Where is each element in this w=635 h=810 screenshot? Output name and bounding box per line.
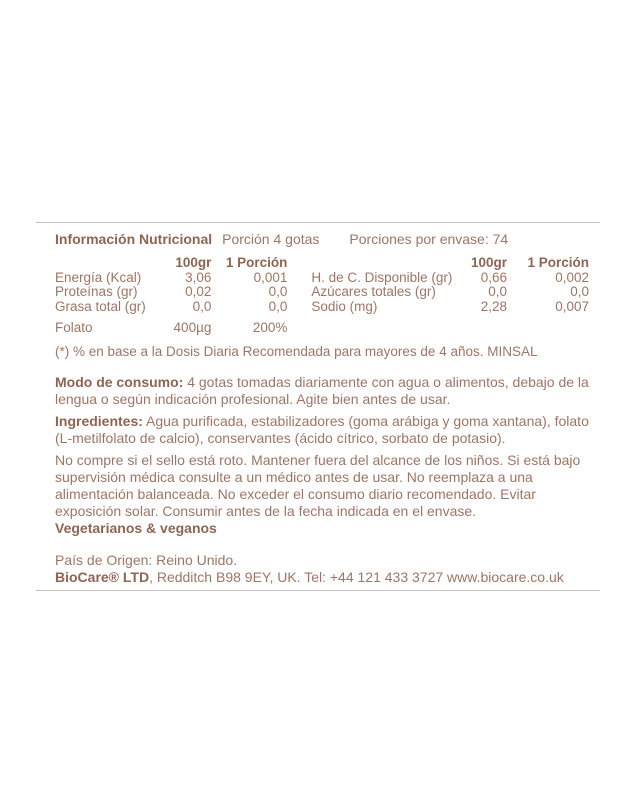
table-row <box>311 271 589 286</box>
row-label: Sodio (mg) <box>311 298 378 314</box>
row-value-100g: 0,02 <box>185 284 212 299</box>
usage-label: Modo de consumo: <box>55 373 184 390</box>
table-row <box>55 285 287 300</box>
origin-block <box>55 552 589 586</box>
row-value-100g: 0,66 <box>480 269 507 285</box>
row-value-portion: 0,0 <box>268 298 288 314</box>
divider-top <box>36 222 600 223</box>
row-label: Azúcares totales (gr) <box>311 284 436 299</box>
nutrition-title: Información Nutricional <box>55 231 213 247</box>
row-value-100g: 400µg <box>173 320 212 335</box>
row-value-100g: 3,06 <box>185 269 212 285</box>
row-value-100g: 2,28 <box>480 298 507 314</box>
manufacturer-name: BioCare® LTD <box>55 568 150 585</box>
table-row <box>311 300 589 315</box>
row-label: Energía (Kcal) <box>55 269 142 285</box>
ingredients-label: Ingredientes: <box>55 412 143 429</box>
table-row <box>55 271 287 286</box>
table-header-row <box>55 256 287 271</box>
warnings-paragraph <box>55 452 589 537</box>
usage-text: 4 gotas tomadas diariamente con agua o alimentos, debajo de la lengua o según indicación profesional. Agite bien antes de usar. <box>55 373 589 407</box>
portion-size: Porción 4 gotas <box>222 231 320 247</box>
nutrition-table-left <box>55 256 287 336</box>
col-header-portion: 1 Porción <box>527 255 589 270</box>
row-label: Proteínas (gr) <box>55 284 138 299</box>
warnings-text: No compre si el sello está roto. Mantener fuera del alcance de los niños. Si está bajo supervisión médica consulte a un médico antes de usar. No reemplaza a una alimentación balanceada. No exceder el consumo diario recomendado. Evitar exposición solar. Consumir antes de la fecha indicada en el envase. <box>55 451 581 519</box>
origin-line: País de Origen: Reino Unido. <box>55 551 238 568</box>
table-header-row <box>311 256 589 271</box>
manufacturer-address: , Redditch B98 9EY, UK. Tel: +44 121 433 3727 www.biocare.co.uk <box>149 568 564 585</box>
portions-per-container: Porciones por envase: 74 <box>349 231 509 247</box>
row-label: Grasa total (gr) <box>55 298 146 314</box>
row-value-portion: 0,001 <box>253 269 288 285</box>
table-row-folate <box>55 321 287 336</box>
col-header-portion: 1 Porción <box>225 255 288 270</box>
table-row <box>55 300 287 315</box>
nutrition-header <box>55 231 589 248</box>
row-label: H. de C. Disponible (gr) <box>311 269 453 285</box>
row-value-100g: 0,0 <box>488 284 507 299</box>
row-value-portion: 0,0 <box>570 284 589 299</box>
ingredients-paragraph <box>55 413 589 447</box>
nutrition-tables <box>55 256 589 336</box>
row-value-portion: 0,007 <box>555 298 589 314</box>
row-value-portion: 200% <box>252 320 288 335</box>
nutrition-table-right <box>311 256 589 336</box>
row-value-portion: 0,002 <box>555 269 589 285</box>
usage-paragraph <box>55 374 589 408</box>
row-value-portion: 0,0 <box>268 284 288 299</box>
ingredients-text: Agua purificada, estabilizadores (goma arábiga y goma xantana), folato (L-metilfolato de calcio), conservantes (ácido cítrico, sorbato de potasio). <box>55 412 589 446</box>
col-header-100g: 100gr <box>470 255 507 270</box>
row-label: Folato <box>55 320 93 335</box>
divider-bottom <box>36 590 600 591</box>
dietary-note: Vegetarianos & veganos <box>55 519 217 536</box>
col-header-100g: 100gr <box>175 255 212 270</box>
table-row <box>311 285 589 300</box>
row-value-100g: 0,0 <box>192 298 212 314</box>
ddr-footnote: (*) % en base a la Dosis Diaria Recomendada para mayores de 4 años. MINSAL <box>55 343 538 359</box>
label-content <box>55 231 589 586</box>
manufacturer-line <box>55 569 589 586</box>
